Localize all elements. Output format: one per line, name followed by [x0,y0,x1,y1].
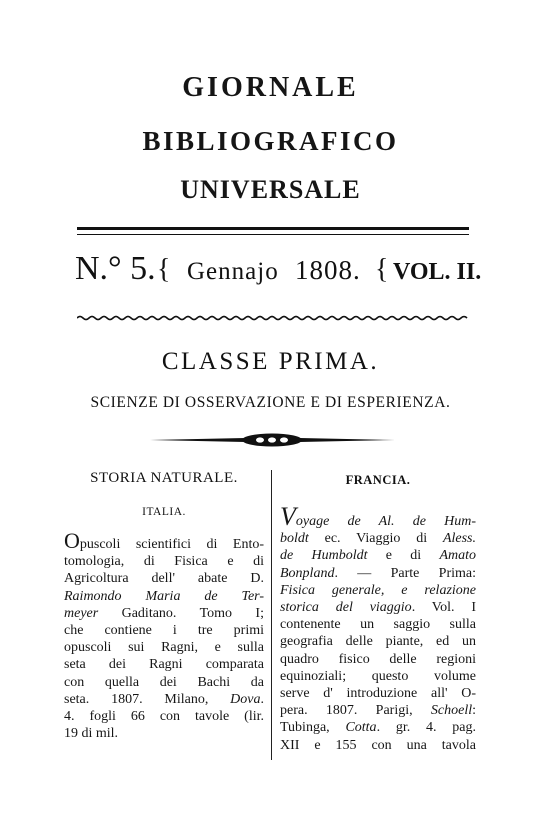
text-line: pera. 1807. Parigi, Schoell: [280,703,476,719]
wavy-rule-divider [77,314,469,322]
text-line: Fisica generale, e relazione [280,582,476,598]
issue-month: Gennajo [187,258,279,285]
issue-year: 1808. [295,255,361,285]
text-line: opuscoli sui Ragni, e sulla [64,640,264,656]
text-line: Voyage de Al. de Hum- [280,502,476,531]
text-line: seta. 1807. Milano, Dova. [64,691,264,707]
issue-line [75,250,482,294]
text-line: boldt ec. Viaggio di Aless. [280,531,476,547]
text-line: Opuscoli scientifici di Ento- [64,528,264,553]
masthead-title-line-2: BIBLIOGRAFICO [142,126,399,156]
text-line: 4. fogli 66 con tavole (lir. [64,709,264,725]
text-line: Agricoltura dell' abate D. [64,571,264,587]
text-line: serve d' introduzione all' O- [280,686,476,702]
ornamental-divider [150,430,395,450]
double-rule-divider [77,227,469,235]
text-line: Bonpland. — Parte Prima: [280,565,476,581]
issue-number: N.° 5. [75,250,156,287]
text-line: storica del viaggio. Vol. I [280,600,476,616]
text-line: seta dei Ragni comparata [64,657,264,673]
column-heading: STORIA NATURALE. [90,470,238,486]
text-line: contenente un saggio sulla [280,617,476,633]
text-line: de Humboldt e di Amato [280,548,476,564]
brace-separator: { [157,254,171,285]
issue-volume: VOL. II. [393,259,482,285]
column-divider [271,470,272,760]
section-subtitle: SCIENZE DI OSSERVAZIONE E DI ESPERIENZA. [90,394,451,411]
text-line: Raimondo Maria de Ter- [64,588,264,604]
text-line: XII e 155 con una tavola [280,737,476,753]
article-entry [280,502,476,754]
column-subheading: ITALIA. [142,506,186,518]
column-heading: FRANCIA. [345,473,411,487]
text-line: Tubinga, Cotta. gr. 4. pag. [280,720,476,736]
left-column [64,470,264,742]
article-entry [64,528,264,742]
text-line: che contiene i tre primi [64,623,264,639]
masthead-title-line-3: UNIVERSALE [180,175,361,204]
text-line: equinoziali; questo volume [280,668,476,684]
text-line: quadro fisico delle regioni [280,651,476,667]
section-title: CLASSE PRIMA. [161,348,380,375]
masthead-title-line-1: GIORNALE [182,72,359,103]
text-line: geografia delle piante, ed un [280,634,476,650]
text-line: tomologia, di Fisica e di [64,554,264,570]
right-column [280,470,476,754]
text-line: meyer Gaditano. Tomo I; [64,605,264,621]
brace-separator: { [375,254,389,285]
text-line: 19 di mil. [64,726,119,742]
text-line: con quella dei Bachi da [64,674,264,690]
